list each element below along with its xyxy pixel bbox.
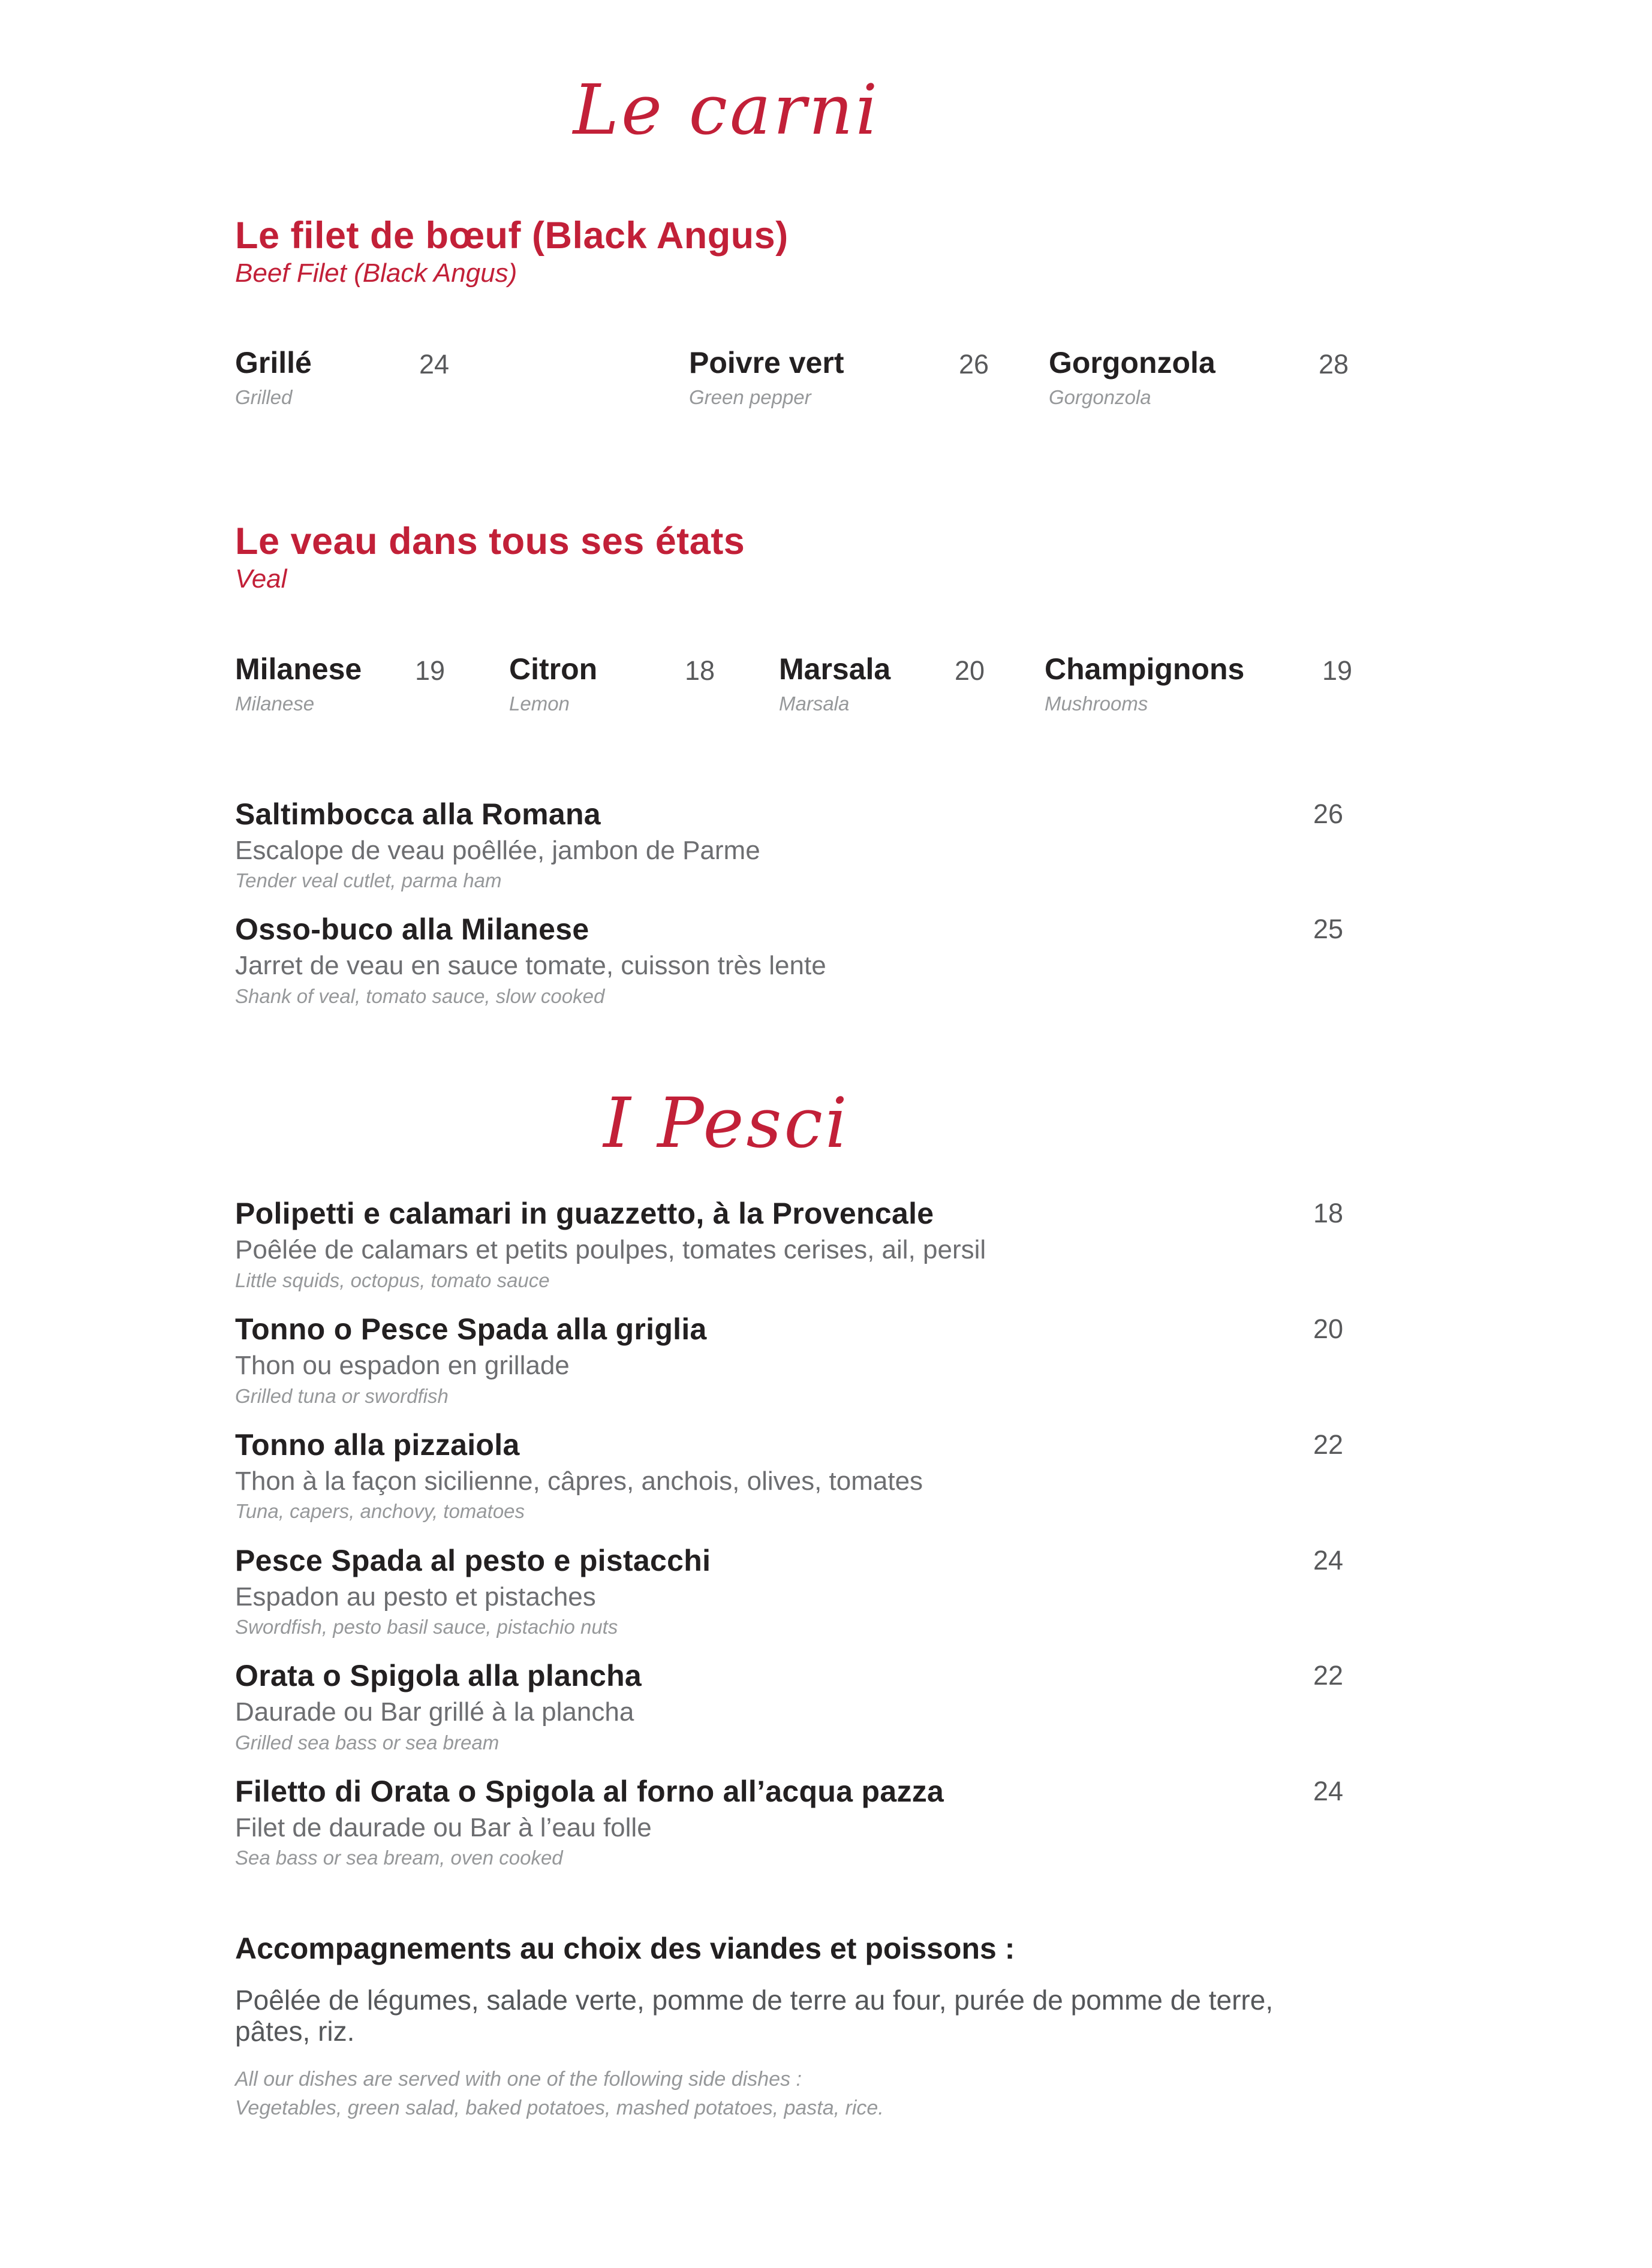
dish-desc-en: Swordfish, pesto basil sauce, pistachio nuts [235,1615,618,1638]
dish-name: Polipetti e calamari in guazzetto, à la Provencale [235,1197,934,1231]
dish-name: Orata o Spigola alla plancha [235,1659,642,1693]
variant-sub: Mushrooms [1045,692,1148,715]
side-dishes-title: Accompagnements au choix des viandes et poissons : [235,1931,1015,1965]
variant-name: Grillé [235,346,312,380]
dish-tonno-pizzaiola [235,1427,1344,1523]
dish-name: Tonno o Pesce Spada alla griglia [235,1312,707,1347]
section-subtitle-veal: Veal [235,564,287,594]
dish-desc-en: Sea bass or sea bream, oven cooked [235,1847,563,1869]
dish-desc-fr: Filet de daurade ou Bar à l’eau folle [235,1812,652,1842]
dish-price: 18 [1313,1198,1344,1229]
dish-orata-plancha [235,1659,1344,1754]
variant-price: 20 [955,655,985,686]
dish-ossobuco [235,912,1344,1007]
variant-sub: Milanese [235,692,315,715]
side-dishes-fr: Poêlée de légumes, salade verte, pomme de terre au four, purée de pomme de terre, pâtes, riz. [235,1984,1274,2047]
variant-price: 28 [1319,349,1349,380]
dish-desc-fr: Thon à la façon sicilienne, câpres, anchois, olives, tomates [235,1466,923,1496]
variant-name: Milanese [235,652,362,686]
section-subtitle-beef: Beef Filet (Black Angus) [235,258,517,288]
section-title-beef: Le filet de bœuf (Black Angus) [235,214,789,257]
variant-sub: Lemon [509,692,570,715]
side-dishes-note [235,1932,1340,2123]
dish-price: 20 [1313,1314,1344,1345]
variant-name: Champignons [1045,652,1245,686]
dish-price: 26 [1313,798,1344,829]
veal-variants-row [235,652,1353,732]
section-script-title-meats: Le carni [573,70,880,150]
section-head-beef [235,216,1340,288]
variant-name: Marsala [779,652,891,686]
variant-name: Citron [509,652,598,686]
dish-name: Filetto di Orata o Spigola al forno all’acqua pazza [235,1774,944,1808]
side-dishes-en [235,2065,1340,2122]
side-dishes-en-line1: All our dishes are served with one of the following side dishes : [235,2068,802,2091]
dish-filetto-acqua-pazza [235,1774,1344,1869]
dish-desc-en: Shank of veal, tomato sauce, slow cooked [235,984,605,1007]
variant-name: Gorgonzola [1049,346,1215,380]
dish-tonno-griglia [235,1312,1344,1407]
menu-content [0,214,1353,1007]
beef-variants-row [235,346,1349,426]
dish-name: Saltimbocca alla Romana [235,797,601,831]
section-head-veal [235,522,1340,594]
dish-desc-fr: Poêlée de calamars et petits poulpes, tomates cerises, ail, persil [235,1235,986,1265]
dish-desc-en: Tuna, capers, anchovy, tomatoes [235,1500,525,1523]
dish-saltimbocca [235,797,1344,892]
variant-price: 19 [1322,655,1353,686]
variant-price: 19 [415,655,446,686]
dish-pesce-spada-pesto [235,1543,1344,1638]
dish-name: Osso-buco alla Milanese [235,912,589,947]
dish-price: 22 [1313,1429,1344,1460]
variant-sub: Gorgonzola [1049,386,1151,409]
dish-price: 24 [1313,1775,1344,1806]
dish-desc-fr: Espadon au pesto et pistaches [235,1582,596,1612]
dish-desc-fr: Daurade ou Bar grillé à la plancha [235,1697,634,1727]
dish-desc-fr: Thon ou espadon en grillade [235,1351,570,1381]
variant-price: 26 [959,349,989,380]
dish-price: 25 [1313,914,1344,945]
dish-price: 24 [1313,1544,1344,1576]
variant-sub: Marsala [779,692,850,715]
dish-desc-en: Grilled tuna or swordfish [235,1384,449,1407]
dish-desc-en: Little squids, octopus, tomato sauce [235,1269,550,1291]
variant-price: 24 [419,349,450,380]
variant-sub: Green pepper [689,386,811,409]
dish-desc-en: Tender veal cutlet, parma ham [235,869,502,891]
dish-desc-en: Grilled sea bass or sea bream [235,1731,499,1754]
dish-name: Pesce Spada al pesto e pistacchi [235,1543,711,1577]
dish-desc-fr: Escalope de veau poêllée, jambon de Parme [235,835,760,865]
variant-name: Poivre vert [689,346,844,380]
dish-price: 22 [1313,1660,1344,1691]
variant-price: 18 [685,655,715,686]
section-title-veal: Le veau dans tous ses états [235,520,745,563]
dish-desc-fr: Jarret de veau en sauce tomate, cuisson très lente [235,951,826,981]
variant-sub: Grilled [235,386,293,409]
fish-content [0,1197,1344,2122]
section-script-title-fish: I Pesci [603,1083,850,1164]
dish-polipetti [235,1197,1344,1291]
side-dishes-en-line2: Vegetables, green salad, baked potatoes, mashed potatoes, pasta, rice. [235,2096,884,2119]
dish-name: Tonno alla pizzaiola [235,1427,520,1462]
